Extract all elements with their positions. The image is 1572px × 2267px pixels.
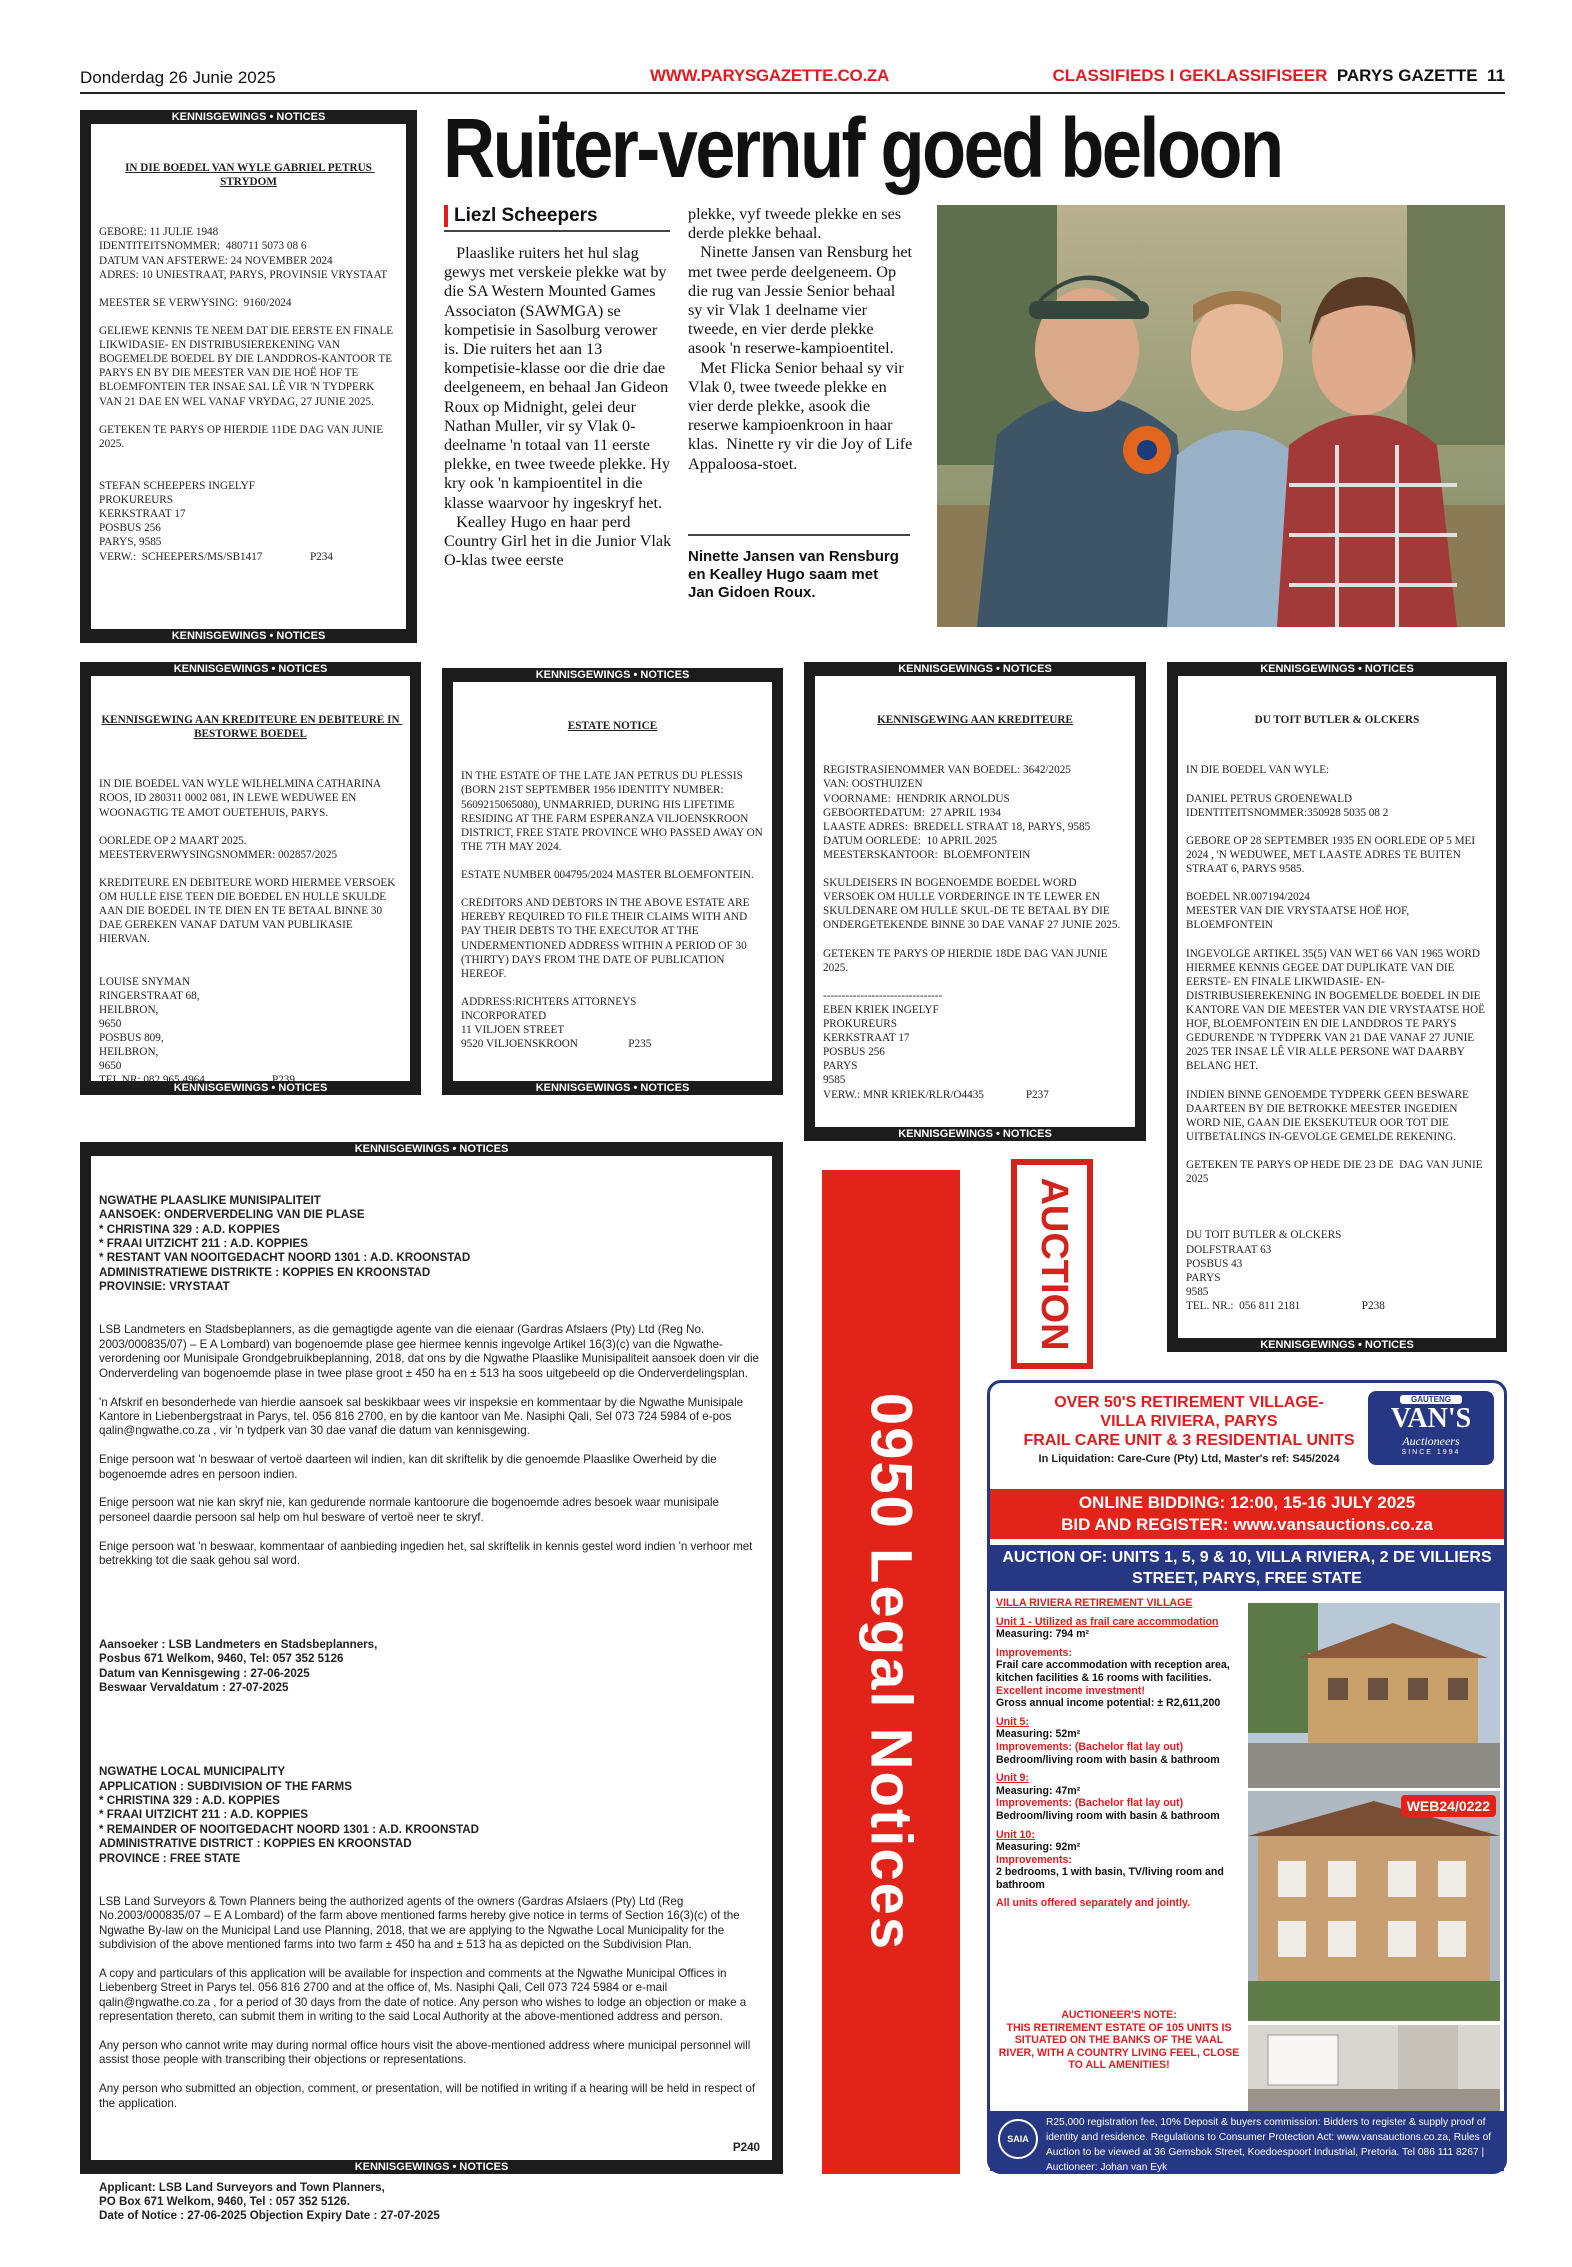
notice-text: IN THE ESTATE OF THE LATE JAN PETRUS DU PLESSIS (BORN 21ST SEPTEMBER 1956 IDENTITY NUMBER: 5609215065080), UNMARRIED, DURING HIS LIFETIME RESIDING AT THE FARM ESPERANZA VILJOENSKROON DISTRICT, FREE STATE PROVINCE WHO PASSED AWAY ON THE 7TH MAY 2024. ESTATE NUMBER 004795/2024 MASTER BLOEMFONTEIN. CREDITORS AND DEBTORS IN THE ABOVE ESTATE ARE HEREBY REQUIRED TO FILE THEIR CLAIMS WITH AND PAY THEIR DEBTS TO THE EXECUTOR AT THE UNDERMENTIONED ADDRESS WITHIN A PERIOD OF 30 (THIRTY) DAYS FROM THE DATE OF PUBLICATION HEREOF. ADDRESS:RICHTERS ATTORNEYS INCORPORATED 11 VILJOEN STREET 9520 VILJOENSKROON P235 bbox=[461, 770, 763, 1051]
page-number: 11 bbox=[1487, 66, 1505, 85]
section-label: CLASSIFIEDS I GEKLASSIFISEER bbox=[1052, 66, 1328, 85]
auction-advert bbox=[987, 1380, 1507, 2174]
unit-1-label: Unit 1 - Utilized as frail care accommodation bbox=[996, 1615, 1219, 1628]
notice-bar: KENNISGEWINGS • NOTICES bbox=[91, 662, 410, 676]
header-rule bbox=[80, 92, 1505, 94]
english-notice-heading: NGWATHE LOCAL MUNICIPALITY APPLICATION : SUBDIVISION OF THE FARMS * CHRISTINA 329 : A.D. KOPPIES * FRAAI UITZICHT 211 : A.D. KOPPIES * REMAINDER OF NOOITGEDACHT NOORD 1301 : A.D. KROONSTAD ADMINISTRATIVE DISTRICT : KOPPIES EN KROONSTAD PROVINCE : FREE STATE bbox=[99, 1765, 480, 1865]
unit-10-measure: Measuring: 92m² bbox=[996, 1841, 1081, 1854]
auction-headline bbox=[1004, 1393, 1374, 1469]
notice-text: REGISTRASIENOMMER VAN BOEDEL: 3642/2025 VAN: OOSTHUIZEN VOORNAME: HENDRIK ARNOLDUS GEBOORTEDATUM: 27 APRIL 1934 LAASTE ADRES: BREDELL STRAAT 18, PARYS, 9585 DATUM OORLEDE: 10 APRIL 2025 MEESTERSKANTOOR: BLOEMFONTEIN SKULDEISERS IN BOGENOEMDE BOEDEL WORD VERSOEK OM HULLE VORDERINGE IN TE LEWER EN SKULDENARE OM HULLE SKUL-DE TE BETAAL BY DIE ONDERGETEKENDE BINNE 30 DAE VANAF 27 JUNIE 2025. GETEKEN TE PARYS OP HIERDIE 18DE DAG VAN JUNIE 2025. -------------------------------- EBEN KRIEK INGELYF PROKUREURS KERKSTRAAT 17 POSBUS 256 PARYS 9585 VERW.: MNR KRIEK/RLR/O4435 P237 bbox=[823, 764, 1121, 1101]
property-photo-interior bbox=[1248, 2025, 1500, 2113]
notice-text: GEBORE: 11 JULIE 1948 IDENTITEITSNOMMER: 480711 5073 08 6 DATUM VAN AFSTERWE: 24 NOVEMBER 2024 ADRES: 10 UNIESTRAAT, PARYS, PROVINSIE VRYSTAAT MEESTER SE VERWYSING: 9160/2024 GELIEWE KENNIS TE NEEM DAT DIE EERSTE EN FINALE LIKWIDASIE- EN DISTRIBUSIEREKENING VAN BOGEMELDE BOEDEL BY DIE LANDDROS-KANTOOR TE PARYS EN BY DIE MEESTER VAN DIE HOË HOF TE BLOEMFONTEIN TER INSAE SAL LÊ VIR 'N TYDPERK VAN 21 DAE EN WEL VANAF VRYDAG, 27 JUNIE 2025. GETEKEN TE PARYS OP HIERDIE 11DE DAG VAN JUNIE 2025. STEFAN SCHEEPERS INGELYF PROKUREURS KERKSTRAAT 17 POSBUS 256 PARYS, 9585 VERW.: SCHEEPERS/MS/SB1417 P234 bbox=[99, 226, 394, 563]
notice-title: ESTATE NOTICE bbox=[567, 720, 658, 733]
unit-9-label: Unit 9: bbox=[996, 1772, 1029, 1785]
notice-bar: KENNISGEWINGS • NOTICES bbox=[91, 2160, 772, 2174]
unit-1-description: Frail care accommodation with reception area, kitchen facilities & 16 rooms with facilities. bbox=[996, 1659, 1230, 1684]
unit-10-label: Unit 10: bbox=[996, 1828, 1035, 1841]
article-column-2: plekke, vyf tweede plekke en ses derde plekke behaal. Ninette Jansen van Rensburg het met twee perde deelgeneem. Op die rug van Jessie Senior behaal sy vir Vlak 1 deelname vier tweede, en vier derde plekke asook 'n reserwe-kampioentitel. Met Flicka Senior behaal sy vir Vlak 0, twee tweede plekke en vier derde plekke, asook die reserwe kampioenkroon in haar klas. Ninette ry vir die Joy of Life Appaloosa-stoet. bbox=[688, 205, 913, 473]
article-headline: Ruiter-vernuf goed beloon bbox=[443, 101, 1282, 195]
afrikaans-notice-heading: NGWATHE PLAASLIKE MUNISIPALITEIT AANSOEK: ONDERVERDELING VAN DIE PLASE * CHRISTINA 329 : A.D. KOPPIES * FRAAI UITZICHT 211 : A.D. KOPPIES * RESTANT VAN NOOITGEDACHT NOORD 1301 : A.D. KROONSTAD ADMINISTRATIEWE DISTRIKTE : KOPPIES EN KROONSTAD PROVINSIE: VRYSTAAT bbox=[99, 1193, 471, 1294]
english-notice-body: LSB Land Surveyors & Town Planners being the authorized agents of the owners (Gardras Afslaers (Pty) Ltd (Reg No.2003/000835/07 – E A Lombard) of the farm above mentioned farms hereby give notice in terms of Section 16(3)(c) of the Ngwathe By-law on the Municipal Land use Planning, 2018, that we are applying to the Ngwathe Local Municipality for the subdivision of the above mentioned farms into two farm ± 450 ha and ± 513 ha as depicted on the Subdivision Plan. A copy and particulars of this application will be available for inspection and comments at the Ngwathe Municipal Offices in Liebenberg Street in Parys tel. 056 816 2700 and at the office of, Ms. Nasiphi Qali, Cell 073 724 5984 or e-mail qalin@ngwathe.co.za , for a period of 30 days from the date of notice. Any person who wishes to lodge an objection or make a representation thereto, can submit them in writing to the said Local Authority at the above-mentioned address and person. Any person who cannot write may during normal office hours visit the above-mentioned address where municipal personnel will assist those people with transcribing their objections or representations. Any person who submitted an objection, comment, or presentation, will be notified in writing if a hearing will be held in respect of the application. bbox=[99, 1894, 756, 2110]
register-link[interactable]: BID AND REGISTER: www.vansauctions.co.za bbox=[1061, 1515, 1433, 1534]
notice-groenewald-estate bbox=[1167, 662, 1507, 1352]
riders-photo-image bbox=[937, 205, 1505, 627]
notice-title: DU TOIT BUTLER & OLCKERS bbox=[1254, 714, 1420, 727]
auctioneers-note: AUCTIONEER'S NOTE: THIS RETIREMENT ESTATE OF 105 UNITS IS SITUATED ON THE BANKS OF THE VAAL RIVER, WITH A COUNTRY LIVING FEEL, CLOSE TO ALL AMENITIES! bbox=[998, 2009, 1240, 2072]
notice-title: KENNISGEWING AAN KREDITEURE bbox=[877, 714, 1073, 727]
legal-notices-label: 0950 Legal Notices bbox=[858, 1392, 924, 1952]
logo-subtitle: Auctioneers bbox=[1402, 1434, 1460, 1448]
notice-strydom-estate bbox=[80, 110, 417, 643]
article-byline: Liezl Scheepers bbox=[444, 205, 598, 227]
notice-bar: KENNISGEWINGS • NOTICES bbox=[91, 629, 406, 643]
unit-1-improvements: Improvements: bbox=[996, 1646, 1072, 1659]
unit-5-improvements: Improvements: (Bachelor flat lay out) bbox=[996, 1740, 1184, 1753]
byline-rule bbox=[444, 230, 670, 232]
auction-terms-text: R25,000 registration fee, 10% Deposit & buyers commission: Bidders to register & supply proof of identity and residence. Regulations to Consumer Protection Act: www.vansauctions.co.za, Rules of Auction to be viewed at 36 Gemsbok Street, Koedoespoort Industrial, Pretoria. Tel 086 111 8267 | Auctioneer: Johan van Eyk bbox=[1046, 2117, 1492, 2173]
notice-bar: KENNISGEWINGS • NOTICES bbox=[453, 668, 772, 682]
notice-bar: KENNISGEWINGS • NOTICES bbox=[453, 1081, 772, 1095]
saia-seal-icon: SAIA bbox=[998, 2119, 1038, 2159]
article-column-1: Plaaslike ruiters het hul slag gewys met verskeie plekke wat by die SA Western Mounted Games Associaton (SAWMGA) se kompetisie in Sasolburg verower is. Die ruiters het aan 13 kompetisie-klasse oor die drie dae deelgeneem, en behaal Jan Gideon Roux op Midnight, gelei deur Nathan Muller, vir sy Vlak 0-deelname 'n totaal van 11 eerste plekke, en twee tweede plekke. Hy kry ook 'n kampioentitel in die klasse waarvoor hy ingeskryf het. Kealley Hugo en haar perd Country Girl het in die Junior Vlak O-klas twee eerste bbox=[444, 244, 672, 570]
afrikaans-notice-body: LSB Landmeters en Stadsbeplanners, as die gemagtigde agente van die eienaar (Gardras Afslaers (Pty) Ltd (Reg No. 2003/000835/07) – E A Lombard) van bogenoemde plase gee hiermee kennis ingevolge Artikel 16(3)(c) van die Ngwathe-verordening oor Munisipale Grondgebruikbeplanning, 2018, dat ons by die Ngwathe Plaaslike Munisipaliteit aansoek doen vir die Onderverdeling van bogenoemde plase in twee plase groot ± 450 ha en ± 513 ha soos uitgebeeld op die Onderverdelingsplan. 'n Afskrif en besonderhede van hierdie aansoek sal beskikbaar wees vir inspeksie en kommentaar by die Ngwathe Munisipale Kantore in Liebenbergstraat in Parys, tel. 056 816 2700, en by die kantoor van Me. Nasiphi Qali, Sel 073 724 5984 of e-pos qalin@ngwathe.co.za , vir 'n tydperk van 30 dae vanaf die datum van kennisgewing. Enige persoon wat 'n beswaar of vertoë daarteen wil indien, kan dit skriftelik by die genoemde Plaaslike Owerheid by die bogenoemde adres en persoon indien. Enige persoon wat nie kan skryf nie, kan gedurende normale kantoorure die bogenoemde adres besoek waar munisipale personeel daardie persoon sal help om hul besware of vertoë neer te skryf. Enige persoon wat 'n beswaar, kommentaar of aanbieding ingedien het, sal skriftelik in kennis gestel word indien 'n verhoor met betrekking tot die saak gehou sal word. bbox=[99, 1323, 759, 1567]
notice-roos-estate bbox=[80, 662, 421, 1095]
notice-bar: KENNISGEWINGS • NOTICES bbox=[1178, 1338, 1496, 1352]
auction-terms-footer bbox=[990, 2111, 1504, 2171]
notice-bar: KENNISGEWINGS • NOTICES bbox=[1178, 662, 1496, 676]
property-photo-courtyard bbox=[1248, 1791, 1500, 2021]
logo-region: GAUTENG bbox=[1400, 1395, 1462, 1404]
unit-10-description: 2 bedrooms, 1 with basin, TV/living room and bathroom bbox=[996, 1866, 1224, 1891]
notice-oosthuizen-estate bbox=[804, 662, 1146, 1141]
english-applicant-details: Applicant: LSB Land Surveyors and Town Planners, PO Box 671 Welkom, 9460, Tel : 057 352 5126. Date of Notice : 27-06-2025 Objection Expiry Date : 27-07-2025 bbox=[99, 2180, 440, 2223]
units-list bbox=[996, 1597, 1242, 1916]
notice-bar: KENNISGEWINGS • NOTICES bbox=[815, 1127, 1135, 1141]
unit-5-measure: Measuring: 52m² bbox=[996, 1728, 1081, 1741]
auction-stamp bbox=[1010, 1158, 1094, 1370]
web-reference-badge: WEB24/0222 bbox=[1401, 1795, 1496, 1817]
unit-9-description: Bedroom/living room with basin & bathroom bbox=[996, 1809, 1220, 1822]
property-photo-exterior bbox=[1248, 1603, 1500, 1788]
section-header bbox=[1053, 66, 1506, 86]
auction-of-banner: AUCTION OF: UNITS 1, 5, 9 & 10, VILLA RIVIERA, 2 DE VILLIERS STREET, PARYS, FREE STATE bbox=[990, 1545, 1504, 1591]
unit-9-improvements: Improvements: (Bachelor flat lay out) bbox=[996, 1797, 1184, 1810]
article-photo bbox=[937, 205, 1505, 627]
logo-name: VAN'S bbox=[1390, 1403, 1472, 1434]
online-bidding-banner bbox=[990, 1489, 1504, 1539]
unit-1-income: Gross annual income potential: ± R2,611,200 bbox=[996, 1697, 1221, 1710]
notice-title: IN DIE BOEDEL VAN WYLE GABRIEL PETRUS STRYDOM bbox=[125, 162, 375, 189]
unit-9-measure: Measuring: 47m² bbox=[996, 1784, 1081, 1797]
photo-caption: Ninette Jansen van Rensburg en Kealley Hugo saam met Jan Gidoen Roux. bbox=[688, 548, 899, 601]
unit-5-description: Bedroom/living room with basin & bathroom bbox=[996, 1753, 1220, 1766]
village-name: VILLA RIVIERA RETIREMENT VILLAGE bbox=[996, 1597, 1193, 1609]
caption-rule bbox=[688, 534, 910, 536]
vans-auctioneers-logo bbox=[1368, 1391, 1494, 1465]
legal-notices-banner bbox=[822, 1170, 960, 2174]
notice-text: IN DIE BOEDEL VAN WYLE WILHELMINA CATHARINA ROOS, ID 280311 0002 081, IN LEWE WEDUWEE EN WOONAGTIG TE AMOT OUETEHUIS, PARYS. OORLEDE OP 2 MAART 2025. MEESTERVERWYSINGSNOMMER: 002857/2025 KREDITEURE EN DEBITEURE WORD HIERMEE VERSOEK OM HULLE EISE TEEN DIE BOEDEL EN HULLE SKULDE AAN DIE BOEDEL IN TE DIEN EN TE BETAAL BINNE 30 DAE GEREKEN VANAF DATUM VAN PUBLIKASIE HIERVAN. LOUISE SNYMAN RINGERSTRAAT 68, HEILBRON, 9650 POSBUS 809, HEILBRON, 9650 bbox=[99, 778, 396, 1073]
unit-1-measure: Measuring: 794 m² bbox=[996, 1628, 1090, 1641]
notice-bar: KENNISGEWINGS • NOTICES bbox=[815, 662, 1135, 676]
notice-bar: KENNISGEWINGS • NOTICES bbox=[91, 110, 406, 124]
auction-stamp-text: AUCTION bbox=[1032, 1177, 1075, 1351]
bidding-dates: ONLINE BIDDING: 12:00, 15-16 JULY 2025 bbox=[1078, 1493, 1416, 1512]
notice-reference: P240 bbox=[732, 2140, 760, 2154]
notice-bar: KENNISGEWINGS • NOTICES bbox=[91, 1142, 772, 1156]
liquidation-note: In Liquidation: Care-Cure (Pty) Ltd, Master's ref: S45/2024 bbox=[1038, 1453, 1340, 1465]
notice-ngwathe-subdivision bbox=[80, 1142, 783, 2223]
issue-date: Donderdag 26 Junie 2025 bbox=[80, 68, 276, 87]
website-link[interactable]: WWW.PARYSGAZETTE.CO.ZA bbox=[650, 66, 889, 85]
units-offered-note: All units offered separately and jointly. bbox=[996, 1897, 1191, 1910]
notice-text: IN DIE BOEDEL VAN WYLE: DANIEL PETRUS GROENEWALD IDENTITEITSNOMMER:350928 5035 08 2 GEBORE OP 28 SEPTEMBER 1935 EN OORLEDE OP 5 MEI 2024 , 'N WEDUWEE, MET LAASTE ADRES TE BUITEN STRAAT 6, PARYS 9585. BOEDEL NR.007194/2024 MEESTER VAN DIE VRYSTAATSE HOË HOF, BLOEMFONTEIN INGEVOLGE ARTIKEL 35(5) VAN WET 66 VAN 1965 WORD HIERMEE KENNIS GEGEE DAT DUPLIKATE VAN DIE EERSTE- EN FINALE LIKWIDASIE- EN-DISTRIBUSIEREKENING IN BOGEMELDE BOEDEL IN DIE KANTORE VAN DIE MEESTER VAN DIE VRYSTAATSE HOË HOF, BLOEMFONTEIN EN DIE LANDDROS TE PARYS GEDURENDE 'N TYDPERK VAN 21 DAE VANAF 27 JUNIE 2025 TER INSAE LÊ VIR ALLE PERSONE WAT DAARBY BELANG HET. INDIEN BINNE GENOEMDE TYDPERK GEEN BESWARE DAARTEEN BY DIE BETROKKE MEESTER INGEDIEN WORD NIE, GAAN DIE EKSEKUTEUR OOR TOT DIE UITBETALINGS IN-GEVOLGE GEMELDE REKENING. GETEKEN TE PARYS OP HEDE DIE 23 DE DAG VAN JUNIE 2025 DU TOIT BUTLER & OLCKERS DOLFSTRAAT 63 POSBUS 43 PARYS 9585 TEL. NR.: 056 811 2181 P238 bbox=[1186, 764, 1486, 1312]
unit-5-label: Unit 5: bbox=[996, 1715, 1029, 1728]
notice-title: KENNISGEWING AAN KREDITEURE EN DEBITEURE IN BESTORWE BOEDEL bbox=[101, 714, 403, 741]
auction-headline-text: OVER 50'S RETIREMENT VILLAGE- VILLA RIVIERA, PARYS FRAIL CARE UNIT & 3 RESIDENTIAL UNITS bbox=[1023, 1394, 1355, 1449]
logo-since: SINCE 1994 bbox=[1401, 1449, 1461, 1456]
unit-1-investment: Excellent income investment! bbox=[996, 1684, 1145, 1697]
notice-du-plessis-estate bbox=[442, 668, 783, 1095]
paper-name: PARYS GAZETTE bbox=[1336, 66, 1478, 85]
unit-10-improvements: Improvements: bbox=[996, 1853, 1072, 1866]
notice-bar: KENNISGEWINGS • NOTICES bbox=[91, 1081, 410, 1095]
afrikaans-applicant-details: Aansoeker : LSB Landmeters en Stadsbeplanners, Posbus 671 Welkom, 9460, Tel: 057 352 5126 Datum van Kennisgewing : 27-06-2025 Beswaar Vervaldatum : 27-07-2025 bbox=[99, 1638, 378, 1695]
